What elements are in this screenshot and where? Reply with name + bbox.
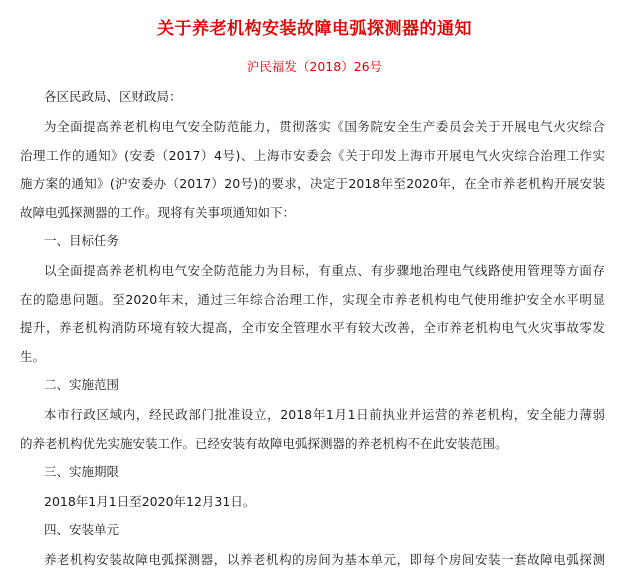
intro-line: 治理工作的通知》(安委（2017）4号)、上海市安委会《关于印发上海市开展电气火灾综合治理工作实 xyxy=(20,148,605,163)
section-line: 在的隐患问题。至2020年末，通过三年综合治理工作，实现全市养老机构电气使用维护安全水平明显 xyxy=(20,292,605,307)
document-number: 沪民福发（2018）26号 xyxy=(246,59,383,74)
section-line: 生。 xyxy=(20,349,46,364)
section-line: 以全面提高养老机构电气安全防范能力为目标，有重点、有步骤地治理电气线路使用管理等方面存 xyxy=(44,263,605,278)
section-heading: 二、实施范围 xyxy=(44,377,120,392)
section-line: 2018年1月1日至2020年12月31日。 xyxy=(44,494,256,509)
section-heading: 一、目标任务 xyxy=(44,233,120,248)
section-line: 养老机构安装故障电弧探测器，以养老机构的房间为基本单元，即每个房间安装一套故障电弧探测 xyxy=(44,552,605,567)
intro-line: 为全面提高养老机构电气安全防范能力，贯彻落实《国务院安全生产委员会关于开展电气火灾综合 xyxy=(44,119,605,134)
section-heading: 三、实施期限 xyxy=(44,464,120,479)
section-line: 本市行政区域内，经民政部门批准设立，2018年1月1日前执业并运营的养老机构，安全能力薄弱 xyxy=(44,407,605,422)
section-line: 的养老机构优先实施安装工作。已经安装有故障电弧探测器的养老机构不在此安装范围。 xyxy=(20,436,508,451)
intro-line: 故障电弧探测器的工作。现将有关事项通知如下： xyxy=(20,205,296,220)
notice-title: 关于养老机构安装故障电弧探测器的通知 xyxy=(157,19,472,39)
section-heading: 四、安装单元 xyxy=(44,522,120,537)
salutation: 各区民政局、区财政局： xyxy=(44,89,182,104)
section-line: 提升，养老机构消防环境有较大提高，全市安全管理水平有较大改善，全市养老机构电气火灾事故零发 xyxy=(20,320,605,335)
intro-line: 施方案的通知》(沪安委办（2017）20号)的要求，决定于2018年至2020年，在全市养老机构开展安装 xyxy=(20,176,605,191)
